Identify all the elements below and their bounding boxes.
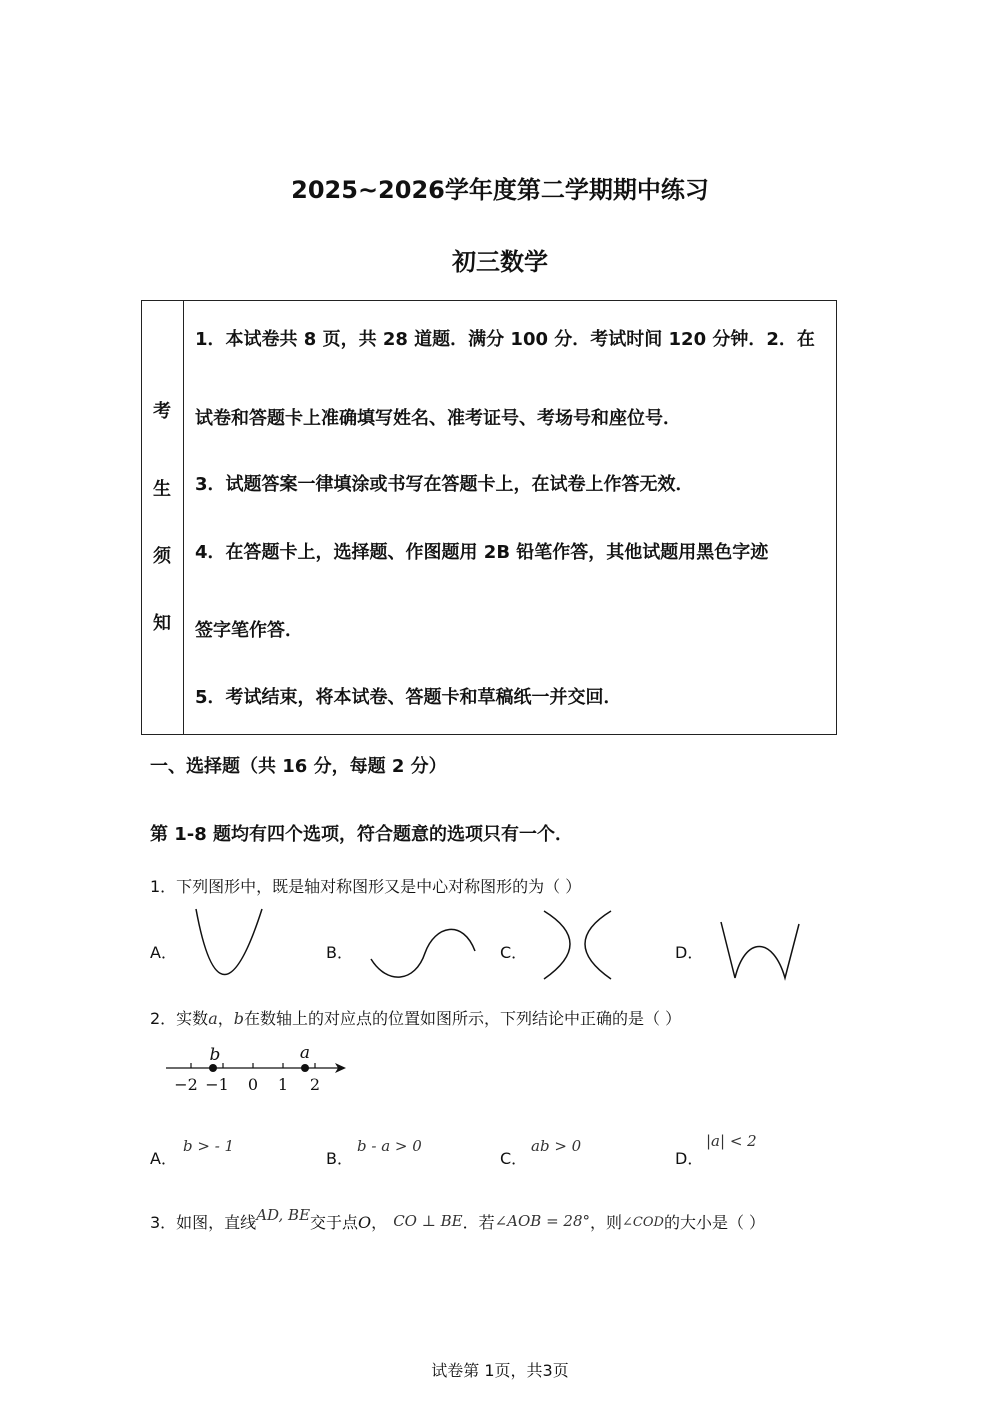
- section-heading: 一、选择题（共 16 分，每题 2 分）: [150, 756, 447, 777]
- q2-option-c-label: C．: [500, 1149, 528, 1168]
- q2-option-b-label: B．: [326, 1149, 353, 1168]
- notice-line: 5．考试结束，将本试卷、答题卡和草稿纸一并交回．: [195, 687, 622, 708]
- notice-side-char: 生: [153, 479, 171, 500]
- q3-suffix: 的大小是（ ）: [663, 1213, 766, 1232]
- q1-option-c-hyperbola-figure: [540, 905, 615, 985]
- q3-perp-math: CO ⊥ BE: [393, 1212, 463, 1230]
- q3-prefix: 3．如图，直线: [150, 1213, 257, 1232]
- q1-option-d-w-curve-figure: [715, 918, 805, 983]
- q3-sep: ，: [371, 1213, 388, 1232]
- q2-stem-sep: ，: [217, 1009, 234, 1028]
- point-b-dot: [209, 1064, 217, 1072]
- q2-option-b-math: b - a > 0: [357, 1137, 422, 1155]
- tick-label: 1: [277, 1075, 289, 1094]
- q2-option-c-math: ab > 0: [531, 1137, 582, 1155]
- q3-lines-math: AD, BE: [256, 1206, 311, 1224]
- question-2-stem: [150, 1006, 681, 1029]
- notice-side-char: 考: [153, 401, 171, 422]
- q2-var-a: a: [208, 1009, 218, 1028]
- tick-label: −1: [205, 1075, 229, 1094]
- q1-option-b-wave-figure: [365, 915, 480, 985]
- question-1-stem: 1．下列图形中，既是轴对称图形又是中心对称图形的为（ ）: [150, 877, 582, 896]
- notice-line: 4．在答题卡上，选择题、作图题用 2B 铅笔作答，其他试题用黑色字迹: [195, 542, 769, 563]
- q3-mid1: 交于点: [310, 1213, 359, 1232]
- q1-option-b-label: B．: [326, 943, 353, 962]
- exam-subtitle: 初三数学: [452, 248, 548, 276]
- q3-point: O: [358, 1213, 372, 1232]
- q2-number-line: [160, 1040, 360, 1100]
- q2-stem-prefix: 2．实数: [150, 1009, 209, 1028]
- q2-option-a-label: A．: [150, 1149, 177, 1168]
- notice-line: 试卷和答题卡上准确填写姓名、准考证号、考场号和座位号．: [195, 408, 681, 429]
- notice-side-column: [142, 301, 184, 734]
- q1-option-a-label: A．: [150, 943, 177, 962]
- q2-option-d-label: D．: [675, 1149, 704, 1168]
- q2-option-d-math: |a| < 2: [706, 1132, 757, 1150]
- point-a-dot: [301, 1064, 309, 1072]
- q1-option-a-parabola-figure: [190, 905, 280, 985]
- q2-option-a-math: b > - 1: [183, 1137, 235, 1155]
- q3-target-math: ∠COD: [622, 1215, 664, 1230]
- exam-title: 2025~2026学年度第二学期期中练习: [291, 176, 709, 204]
- q1-option-c-label: C．: [500, 943, 528, 962]
- notice-line: 3．试题答案一律填涂或书写在答题卡上，在试卷上作答无效．: [195, 474, 694, 495]
- q3-angle-math: ∠AOB = 28°: [494, 1212, 591, 1230]
- notice-box: [141, 300, 837, 735]
- section-instruction: 第 1-8 题均有四个选项，符合题意的选项只有一个．: [150, 824, 574, 845]
- q2-stem-suffix: 在数轴上的对应点的位置如图所示，下列结论中正确的是（ ）: [244, 1009, 682, 1028]
- q2-var-b: b: [233, 1009, 244, 1028]
- point-a-label: a: [299, 1043, 311, 1063]
- tick-label: 0: [247, 1075, 259, 1094]
- q3-mid2: ．若: [462, 1213, 495, 1232]
- point-b-label: b: [209, 1045, 221, 1065]
- tick-label: 2: [309, 1075, 321, 1094]
- tick-label: −2: [174, 1075, 198, 1094]
- notice-side-char: 须: [153, 546, 171, 567]
- q1-option-d-label: D．: [675, 943, 704, 962]
- page-footer: 试卷第 1页，共3页: [431, 1361, 569, 1380]
- notice-side-char: 知: [153, 613, 171, 634]
- notice-line: 签字笔作答．: [195, 620, 303, 641]
- question-3-stem: [150, 1206, 766, 1233]
- notice-line: 1．本试卷共 8 页，共 28 道题．满分 100 分．考试时间 120 分钟．2．在: [195, 329, 815, 350]
- q3-mid3: ，则: [590, 1213, 623, 1232]
